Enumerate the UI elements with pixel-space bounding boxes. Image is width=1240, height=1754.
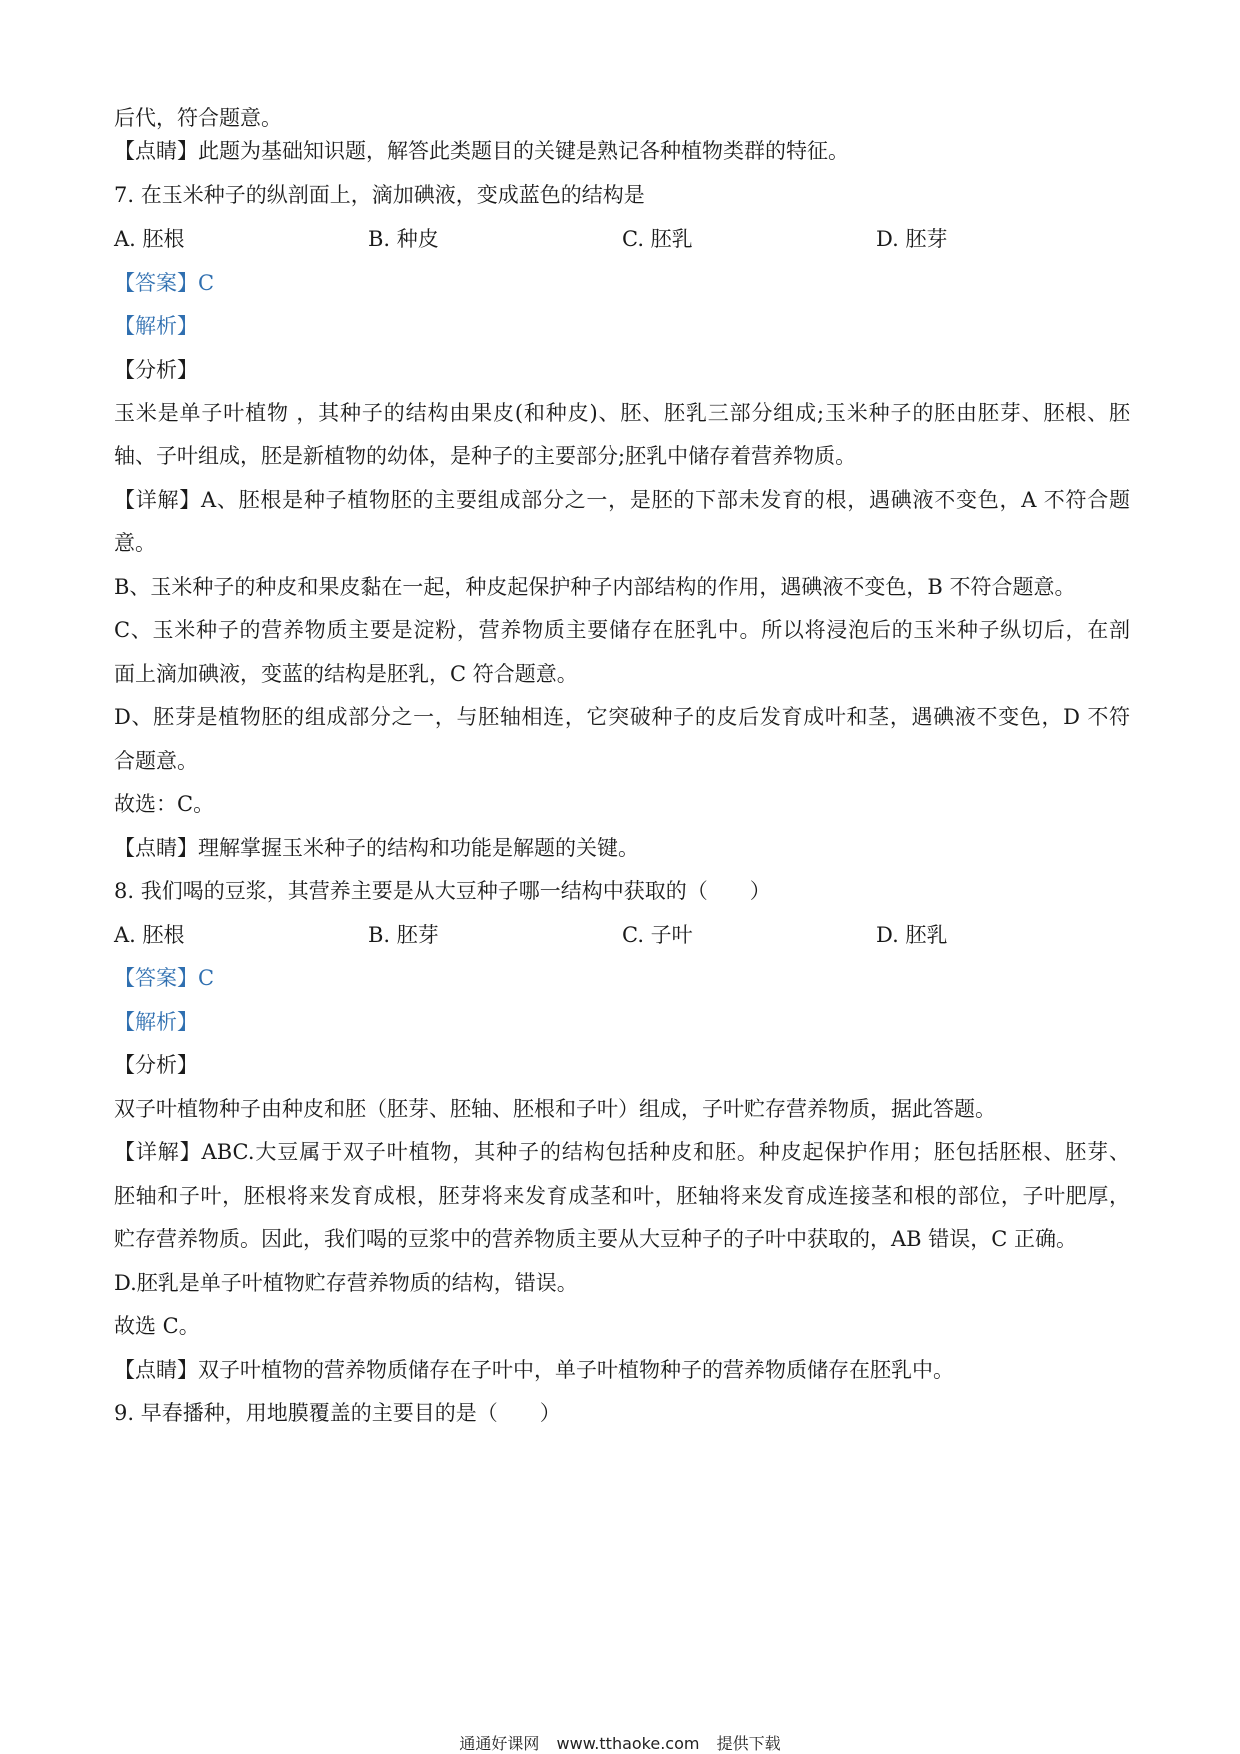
note-line: 【点睛】双子叶植物的营养物质储存在子叶中，单子叶植物种子的营养物质储存在胚乳中。	[114, 1358, 954, 1382]
text-line: C、玉米种子的营养物质主要是淀粉，营养物质主要储存在胚乳中。所以将浸泡后的玉米种子纵切后，在剖	[114, 618, 1130, 642]
text-line: D、胚芽是植物胚的组成部分之一，与胚轴相连，它突破种子的皮后发育成叶和茎，遇碘液不变色，D 不符	[114, 705, 1130, 729]
detail-line: 【详解】A、胚根是种子植物胚的主要组成部分之一，是胚的下部未发育的根，遇碘液不变色，A 不符合题	[114, 488, 1130, 512]
note-line: 【点睛】理解掌握玉米种子的结构和功能是解题的关键。	[114, 836, 639, 860]
text-line: 双子叶植物种子由种皮和胚（胚芽、胚轴、胚根和子叶）组成，子叶贮存营养物质，据此答题。	[114, 1097, 996, 1121]
option-a: A. 胚根	[114, 227, 185, 251]
option-b: B. 种皮	[368, 227, 439, 251]
footer-site-name: 通通好课网	[459, 1734, 540, 1753]
text-line: 意。	[114, 531, 156, 555]
detail-line: 【详解】ABC.大豆属于双子叶植物，其种子的结构包括种皮和胚。种皮起保护作用；胚包括胚根、胚芽、	[114, 1140, 1130, 1164]
question-9-stem: 9. 早春播种，用地膜覆盖的主要目的是（ ）	[114, 1401, 561, 1425]
fenxi-label: 【分析】	[114, 358, 198, 382]
text-line: 后代，符合题意。	[114, 106, 282, 130]
text-line: B、玉米种子的种皮和果皮黏在一起，种皮起保护种子内部结构的作用，遇碘液不变色，B 不符合题意。	[114, 575, 1076, 599]
text-line: 贮存营养物质。因此，我们喝的豆浆中的营养物质主要从大豆种子的子叶中获取的，AB 错误，C 正确。	[114, 1227, 1078, 1251]
analysis-label: 【解析】	[114, 314, 198, 338]
page-footer	[0, 1734, 1240, 1754]
text-line: 故选 C。	[114, 1314, 200, 1338]
option-c: C. 子叶	[622, 923, 693, 947]
answer-label: 【答案】C	[114, 966, 215, 990]
answer-label: 【答案】C	[114, 271, 215, 295]
text-line: 合题意。	[114, 749, 198, 773]
option-c: C. 胚乳	[622, 227, 693, 251]
option-d: D. 胚芽	[876, 227, 948, 251]
analysis-label: 【解析】	[114, 1010, 198, 1034]
footer-action: 提供下载	[716, 1734, 781, 1753]
text-line: 面上滴加碘液，变蓝的结构是胚乳，C 符合题意。	[114, 662, 578, 686]
question-8-stem: 8. 我们喝的豆浆，其营养主要是从大豆种子哪一结构中获取的（ ）	[114, 879, 771, 903]
fenxi-label: 【分析】	[114, 1053, 198, 1077]
text-line: 故选：C。	[114, 792, 215, 816]
text-line: 胚轴和子叶，胚根将来发育成根，胚芽将来发育成茎和叶，胚轴将来发育成连接茎和根的部位，子叶肥厚，	[114, 1184, 1130, 1208]
text-line: 玉米是单子叶植物 ，其种子的结构由果皮(和种皮)、胚、胚乳三部分组成;玉米种子的胚由胚芽、胚根、胚	[114, 401, 1130, 425]
text-line: 轴、子叶组成，胚是新植物的幼体，是种子的主要部分;胚乳中储存着营养物质。	[114, 444, 857, 468]
footer-url[interactable]: www.tthaoke.com	[556, 1734, 700, 1753]
question-7-stem: 7. 在玉米种子的纵剖面上，滴加碘液，变成蓝色的结构是	[114, 183, 645, 207]
text-line: D.胚乳是单子叶植物贮存营养物质的结构，错误。	[114, 1271, 578, 1295]
option-b: B. 胚芽	[368, 923, 439, 947]
note-line: 【点睛】此题为基础知识题，解答此类题目的关键是熟记各种植物类群的特征。	[114, 139, 849, 163]
option-d: D. 胚乳	[876, 923, 948, 947]
option-a: A. 胚根	[114, 923, 185, 947]
